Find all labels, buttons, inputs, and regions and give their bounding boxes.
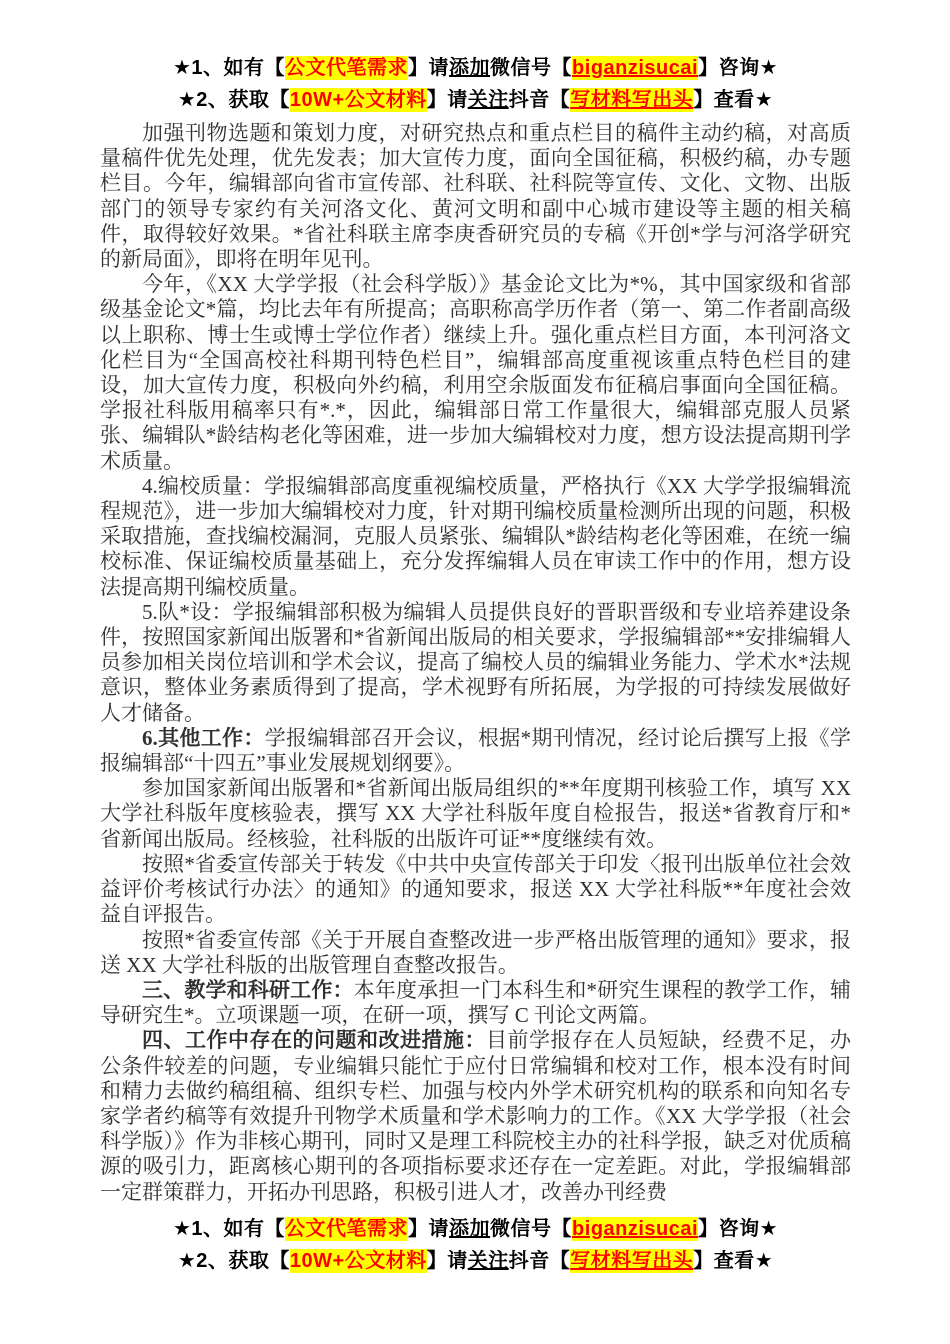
para-social-benefit-report xyxy=(100,852,851,928)
para-text: 按照*省委宣传部《关于开展自查整改进一步严格出版管理的通知》要求，报送 XX 大学社科版的出版管理自查整改报告。 xyxy=(100,927,851,977)
promo-text: 抖音【 xyxy=(508,89,571,111)
para-text: 本年度承担一门本科生和*研究生课程的教学工作，辅导研究生*。立项课题一项，在研一项，撰写 C 刊论文两篇。 xyxy=(100,977,852,1028)
promo-line-2 xyxy=(100,84,851,116)
para-text: 参加国家新闻出版署和*省新闻出版局组织的**年度期刊核验工作，填写 XX 大学社科版年度核验表，撰写 XX 大学社科版年度自检报告，报送*省教育厅和*省新闻出版局。经核验，社科版的出版许可证**度继续有效。 xyxy=(100,776,851,851)
para-text: 学报编辑部召开会议，根据*期刊情况，经讨论后撰写上报《学报编辑部“十四五”事业发展规划纲要》。 xyxy=(100,725,852,776)
douyin-id-highlight: 写材料写出头 xyxy=(570,89,694,111)
promo-line-1 xyxy=(100,52,851,84)
douyin-id-highlight: 写材料写出头 xyxy=(570,1249,694,1272)
para-editing-quality xyxy=(100,474,851,600)
para-problems-improvements xyxy=(100,1028,851,1204)
promo-text: 】查看★ xyxy=(693,89,774,111)
wechat-id-highlight: biganzisucai xyxy=(572,57,699,79)
promo-text: 】咨询★ xyxy=(698,57,779,79)
para-annual-verification xyxy=(100,776,851,852)
promo-highlight: 10W+公文材料 xyxy=(289,89,427,111)
promo-banner-bottom xyxy=(100,1213,851,1277)
para-text: 按照*省委宣传部关于转发《中共中央宣传部关于印发〈报刊出版单位社会效益评价考核试行办法〉的通知》的通知要求，报送 XX 大学社科版**年度社会效益自评报告。 xyxy=(100,851,851,927)
wechat-id-highlight: biganzisucai xyxy=(572,1217,699,1240)
para-journal-promotion xyxy=(100,121,851,272)
promo-line-1 xyxy=(100,1213,851,1245)
para-lead: 三、教学和科研工作： xyxy=(142,977,354,1002)
promo-text: ★1、如有【 xyxy=(172,57,286,79)
para-self-inspection-report xyxy=(100,928,851,978)
promo-text: 】请 xyxy=(426,89,468,111)
para-teaching-research xyxy=(100,978,851,1028)
promo-text: ★2、获取【 xyxy=(177,89,290,111)
promo-line-2 xyxy=(100,1245,851,1277)
promo-highlight: 公文代笔需求 xyxy=(285,1217,409,1240)
promo-text: 微信号【 xyxy=(490,57,573,79)
promo-highlight: 10W+公文材料 xyxy=(289,1249,427,1272)
para-text: 4.编校质量：学报编辑部高度重视编校质量，严格执行《XX 大学学报编辑流程规范》，进一步加大编辑校对力度，针对期刊编校质量检测所出现的问题，积极采取措施，查找编校漏洞，克服人员紧张、编辑队*龄结构老化等困难，在统一编校标准、保证编校质量基础上，充分发挥编辑人员在审读工作中的作用，想方设法提高期刊编校质量。 xyxy=(100,473,851,599)
promo-text: ★2、获取【 xyxy=(177,1249,290,1272)
promo-text: 】咨询★ xyxy=(698,1217,779,1240)
para-fund-articles xyxy=(100,272,851,474)
para-text: 目前学报存在人员短缺，经费不足，办公条件较差的问题，专业编辑只能忙于应付日常编辑和校对工作，根本没有时间和精力去做约稿组稿、组织专栏、加强与校内外学术研究机构的联系和向知名专家学者约稿等有效提升刊物学术质量和学术影响力的工作。《XX 大学学报（社会科学版）》作为非核心期刊，同时又是理工科院校主办的社科学报，缺乏对优质稿源的吸引力，距离核心期刊的各项指标要求还存在一定差距。对此，学报编辑部一定群策群力，开拓办刊思路，积极引进人才，改善办刊经费 xyxy=(100,1028,851,1204)
promo-underlined-text: 添加 xyxy=(449,57,491,79)
promo-text: 】查看★ xyxy=(693,1249,774,1272)
para-text: 加强刊物选题和策划力度，对研究热点和重点栏目的稿件主动约稿，对高质量稿件优先处理，优先发表；加大宣传力度，面向全国征稿，积极约稿，办专题栏目。今年，编辑部向省市宣传部、社科联、社科院等宣传、文化、文物、出版部门的领导专家约有关河洛文化、黄河文明和副中心城市建设等主题的相关稿件，取得较好效果。*省社科联主席李庚香研究员的专稿《开创*学与河洛学研究的新局面》，即将在明年见刊。 xyxy=(100,121,851,272)
para-text: 今年，《XX 大学学报（社会科学版）》基金论文比为*%，其中国家级和省部级基金论文*篇，均比去年有所提高；高职称高学历作者（第一、第二作者副高级以上职称、博士生或博士学位作者）继续上升。强化重点栏目方面，本刊河洛文化栏目为“全国高校社科期刊特色栏目”，编辑部高度重视该重点特色栏目的建设，加大宣传力度，积极向外约稿，利用空余版面发布征稿启事面向全国征稿。学报社科版用稿率只有*.*，因此，编辑部日常工作量很大，编辑部克服人员紧张、编辑队*龄结构老化等困难，进一步加大编辑校对力度，想方设法提高期刊学术质量。 xyxy=(100,272,851,473)
promo-underlined-text: 关注 xyxy=(467,89,509,111)
promo-highlight: 公文代笔需求 xyxy=(285,57,409,79)
para-team-building xyxy=(100,600,851,726)
promo-text: 】请 xyxy=(408,57,450,79)
para-text: 5.队*设：学报编辑部积极为编辑人员提供良好的晋职晋级和专业培养建设条件，按照国家新闻出版署和*省新闻出版局的相关要求，学报编辑部**安排编辑人员参加相关岗位培训和学术会议，提高了编校人员的编辑业务能力、学术水*法规意识，整体业务素质得到了提高，学术视野有所拓展，为学报的可持续发展做好人才储备。 xyxy=(100,599,851,725)
promo-text: 抖音【 xyxy=(508,1249,571,1272)
promo-text: 】请 xyxy=(426,1249,468,1272)
report-body xyxy=(100,121,851,1205)
promo-text: 微信号【 xyxy=(490,1217,573,1240)
promo-underlined-text: 添加 xyxy=(449,1217,491,1240)
para-other-work xyxy=(100,726,851,776)
promo-underlined-text: 关注 xyxy=(467,1249,509,1272)
promo-text: 】请 xyxy=(408,1217,450,1240)
para-lead: 四、工作中存在的问题和改进措施： xyxy=(142,1028,486,1053)
promo-banner-top xyxy=(100,52,851,116)
para-lead: 6.其他工作： xyxy=(142,725,265,750)
promo-text: ★1、如有【 xyxy=(172,1217,286,1240)
